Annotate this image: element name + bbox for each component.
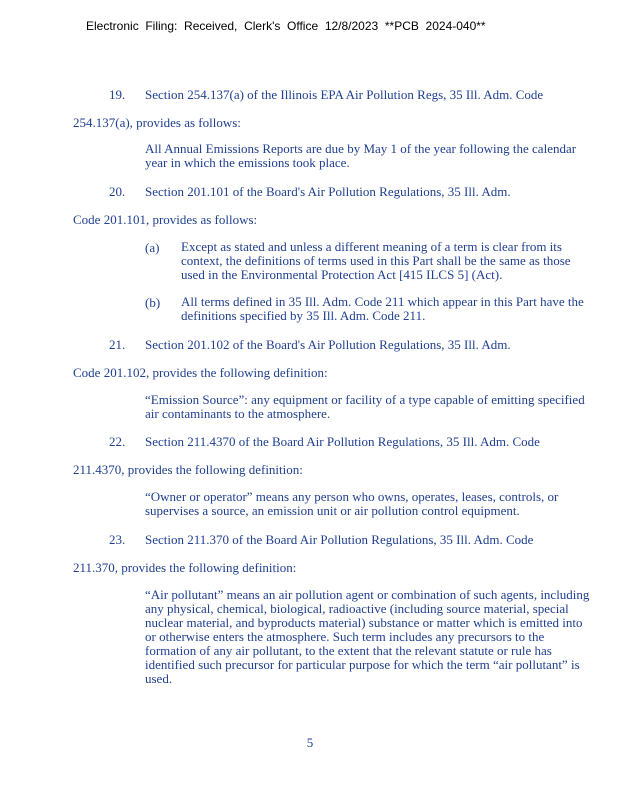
paragraph-text: 211.370, provides the following definition: [73,560,297,575]
paragraph-text: 211.4370, provides the following definition: [73,462,303,477]
quoted-text: “Air pollutant” means an air pollution agent or combination of such agents, including any physical, chemical, biological, radioactive (including source material, special nuclear material, and byproducts material) substance or matter which is emitted into or otherwise enters the atmosphere. Such term includes any precursors to the formation of any air pollutant, to the extent that the relevant statute or rule has identified such precursor for particular purpose for which the term “air pollutant” is used. [145,587,590,686]
quoted-text: Except as stated and unless a different meaning of a term is clear from its context, the definitions of terms used in this Part shall be the same as those used in the Environmental Protection Act [415 ILCS 5] (Act). [181,239,571,282]
paragraph-number: 22. [109,434,126,449]
paragraph-number: 21. [109,337,126,352]
paragraph-text: Code 201.102, provides the following definition: [73,365,328,380]
page-number: 5 [306,735,314,750]
paragraph-text: Section 254.137(a) of the Illinois EPA Air Pollution Regs, 35 Ill. Adm. Code [145,87,544,102]
paragraph-text: Section 201.102 of the Board's Air Pollution Regulations, 35 Ill. Adm. [145,337,511,352]
paragraph-text: Code 201.101, provides as follows: [73,212,258,227]
quoted-text: “Owner or operator” means any person who owns, operates, leases, controls, or supervises a source, an emission unit or air pollution control equipment. [145,489,559,518]
quoted-text: “Emission Source”: any equipment or facility of a type capable of emitting specified air contaminants to the atmosphere. [145,392,585,421]
paragraph-text: Section 211.4370 of the Board Air Pollution Regulations, 35 Ill. Adm. Code [145,434,540,449]
quoted-text: All terms defined in 35 Ill. Adm. Code 211 which appear in this Part have the definitions specified by 35 Ill. Adm. Code 211. [181,294,584,323]
paragraph-number: 23. [109,532,126,547]
paragraph-number: 20. [109,184,126,199]
filing-header: Electronic Filing: Received, Clerk's Office 12/8/2023 **PCB 2024-040** [86,19,486,33]
quoted-text: All Annual Emissions Reports are due by May 1 of the year following the calendar year in which the emissions took place. [145,141,577,170]
paragraph-text: Section 201.101 of the Board's Air Pollution Regulations, 35 Ill. Adm. [145,184,511,199]
paragraph-number: 19. [109,87,126,102]
paragraph-text: 254.137(a), provides as follows: [73,115,241,130]
paragraph-text: Section 211.370 of the Board Air Pollution Regulations, 35 Ill. Adm. Code [145,532,534,547]
list-label: (b) [145,295,161,310]
list-label: (a) [145,240,160,255]
